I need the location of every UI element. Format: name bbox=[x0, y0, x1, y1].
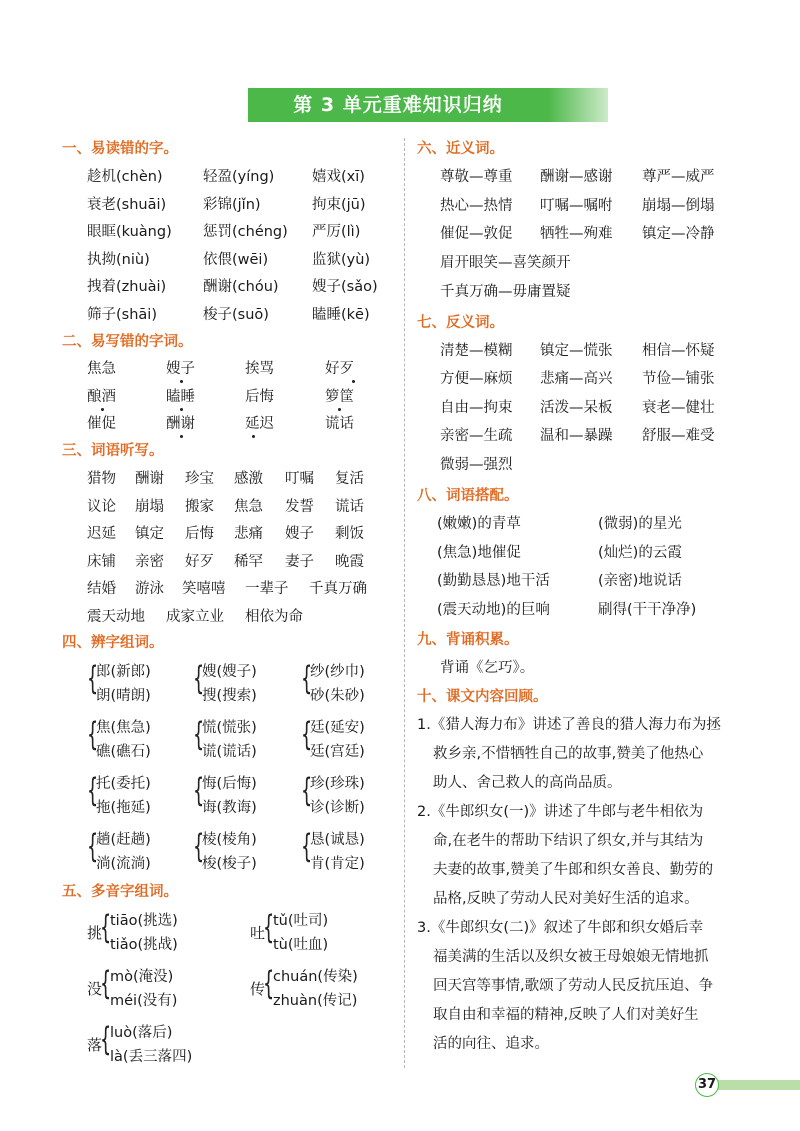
word: 朗(晴朗) bbox=[96, 688, 151, 704]
brace: { bbox=[193, 715, 205, 753]
word: 发誓 bbox=[285, 499, 314, 515]
word: 猎物 bbox=[87, 471, 116, 487]
section-title: 三、词语听写。 bbox=[62, 443, 164, 459]
word: 酬谢 bbox=[166, 416, 195, 432]
word: 廷(宫廷) bbox=[310, 744, 365, 760]
word-pair: 镇定—冷静 bbox=[642, 226, 715, 242]
word: 一辈子 bbox=[245, 581, 289, 597]
section-title: 六、近义词。 bbox=[417, 141, 504, 157]
word: 议论 bbox=[87, 499, 116, 515]
emphasis-dot bbox=[101, 408, 104, 411]
word: 梭(梭子) bbox=[202, 856, 257, 872]
word-pair: 微弱—强烈 bbox=[440, 457, 513, 473]
word: 谎话 bbox=[335, 499, 364, 515]
collocation: (勤勤恳恳)地干活 bbox=[437, 573, 550, 589]
word: 拽着(zhuài) bbox=[87, 279, 167, 295]
word: 瞌睡(kē) bbox=[312, 307, 370, 323]
emphasis-dot bbox=[252, 435, 255, 438]
word-pair: 亲密—生疏 bbox=[440, 428, 513, 444]
word: 复活 bbox=[335, 471, 364, 487]
summary-line: 2.《牛郎织女(一)》讲述了牛郎与老牛相依为 bbox=[417, 804, 704, 820]
page-title: 第 3 单元重难知识归纳 bbox=[293, 94, 503, 116]
word: 衰老(shuāi) bbox=[87, 197, 167, 213]
word-pair: 镇定—慌张 bbox=[540, 343, 613, 359]
section-title: 一、易读错的字。 bbox=[62, 141, 178, 157]
word: 惩罚(chéng) bbox=[203, 224, 288, 240]
word: 妻子 bbox=[285, 554, 314, 570]
word: 彩锦(jǐn) bbox=[203, 197, 261, 213]
section-title: 二、易写错的字词。 bbox=[62, 334, 193, 350]
reading: luò(落后) bbox=[110, 1025, 173, 1041]
word: 游泳 bbox=[135, 581, 164, 597]
word-pair: 崩塌—倒塌 bbox=[642, 198, 715, 214]
word: 恳(诚恳) bbox=[310, 832, 365, 848]
summary-line: 活的向往、追求。 bbox=[433, 1036, 549, 1052]
brace: { bbox=[301, 659, 313, 697]
brace: { bbox=[193, 659, 205, 697]
word-pair: 活泼—呆板 bbox=[540, 400, 613, 416]
word: 感激 bbox=[234, 471, 263, 487]
section-title: 七、反义词。 bbox=[417, 315, 504, 331]
word: 好歹 bbox=[325, 361, 354, 377]
word: 趁机(chèn) bbox=[87, 169, 163, 185]
word: 托(委托) bbox=[96, 776, 151, 792]
brace: { bbox=[100, 964, 112, 1002]
brace: { bbox=[100, 1020, 112, 1058]
reading: tiǎo(挑战) bbox=[110, 937, 178, 953]
word: 趟(赶趟) bbox=[96, 832, 151, 848]
summary-line: 取自由和幸福的精神,反映了人们对美好生 bbox=[433, 1007, 699, 1023]
word: 嬉戏(xī) bbox=[312, 169, 365, 185]
word-pair: 衰老—健壮 bbox=[642, 400, 715, 416]
word: 迟延 bbox=[87, 526, 116, 542]
section-title: 十、课文内容回顾。 bbox=[417, 689, 548, 705]
word: 拖(拖延) bbox=[96, 800, 151, 816]
word-pair: 尊敬—尊重 bbox=[440, 169, 513, 185]
word: 监狱(yù) bbox=[312, 252, 371, 268]
word: 箩筐 bbox=[325, 389, 354, 405]
brace: { bbox=[100, 908, 112, 946]
word: 焦急 bbox=[87, 361, 116, 377]
word: 酿酒 bbox=[87, 389, 116, 405]
brace: { bbox=[193, 771, 205, 809]
polyphone-char: 吐 bbox=[250, 924, 266, 942]
page-number-tab bbox=[695, 1073, 800, 1097]
word-pair: 尊严—威严 bbox=[642, 169, 715, 185]
word: 嫂(嫂子) bbox=[202, 664, 257, 680]
word: 砂(朱砂) bbox=[310, 688, 365, 704]
word: 千真万确 bbox=[309, 581, 367, 597]
word: 轻盈(yíng) bbox=[203, 169, 275, 185]
title-banner bbox=[248, 88, 608, 122]
reading: mò(淹没) bbox=[110, 969, 174, 985]
word: 依偎(wēi) bbox=[203, 252, 269, 268]
word: 挨骂 bbox=[245, 361, 274, 377]
word-pair: 牺牲—殉难 bbox=[540, 226, 613, 242]
word: 酬谢 bbox=[135, 471, 164, 487]
word: 珍宝 bbox=[185, 471, 214, 487]
brace: { bbox=[301, 715, 313, 753]
word: 成家立业 bbox=[166, 609, 224, 625]
collocation: 刷得(干干净净) bbox=[598, 602, 697, 618]
page-number: 37 bbox=[697, 1077, 717, 1092]
brace: { bbox=[87, 771, 99, 809]
word-pair: 千真万确—毋庸置疑 bbox=[440, 284, 571, 300]
word-pair: 叮嘱—嘱咐 bbox=[540, 198, 613, 214]
word: 肯(肯定) bbox=[310, 856, 365, 872]
word-pair: 热心—热情 bbox=[440, 198, 513, 214]
emphasis-dot bbox=[180, 380, 183, 383]
summary-line: 3.《牛郎织女(二)》叙述了牛郎和织女婚后幸 bbox=[417, 920, 704, 936]
word: 稀罕 bbox=[234, 554, 263, 570]
recitation-text: 背诵《乞巧》。 bbox=[440, 660, 535, 676]
word: 眼眶(kuàng) bbox=[87, 224, 172, 240]
word: 郎(新郎) bbox=[96, 664, 151, 680]
word: 珍(珍珠) bbox=[310, 776, 365, 792]
word-pair: 自由—拘束 bbox=[440, 400, 513, 416]
polyphone-char: 挑 bbox=[87, 924, 103, 942]
reading: méi(没有) bbox=[110, 993, 178, 1009]
word: 嫂子 bbox=[285, 526, 314, 542]
brace: { bbox=[87, 715, 99, 753]
word: 后悔 bbox=[245, 389, 274, 405]
word: 酬谢(chóu) bbox=[203, 279, 279, 295]
emphasis-dot bbox=[338, 408, 341, 411]
summary-line: 助人、舍己救人的高尚品质。 bbox=[433, 775, 622, 791]
word: 诲(教诲) bbox=[202, 800, 257, 816]
summary-line: 福美满的生活以及织女被王母娘娘无情地抓 bbox=[433, 949, 709, 965]
word: 震天动地 bbox=[87, 609, 145, 625]
word: 淌(流淌) bbox=[96, 856, 151, 872]
word: 瞌睡 bbox=[166, 389, 195, 405]
brace: { bbox=[301, 771, 313, 809]
collocation: (灿烂)的云霞 bbox=[598, 545, 682, 561]
word: 崩塌 bbox=[135, 499, 164, 515]
emphasis-dot bbox=[180, 435, 183, 438]
summary-line: 回天宫等事情,歌颂了劳动人民反抗压迫、争 bbox=[433, 978, 714, 994]
word-pair: 温和—暴躁 bbox=[540, 428, 613, 444]
word-pair: 清楚—模糊 bbox=[440, 343, 513, 359]
word: 悔(后悔) bbox=[202, 776, 257, 792]
word: 严厉(lì) bbox=[312, 224, 361, 240]
word: 慌(慌张) bbox=[202, 720, 257, 736]
word: 延迟 bbox=[245, 416, 274, 432]
word: 梭子(suō) bbox=[203, 307, 269, 323]
brace: { bbox=[87, 827, 99, 865]
word-pair: 眉开眼笑—喜笑颜开 bbox=[440, 255, 571, 271]
word: 嫂子 bbox=[166, 361, 195, 377]
title-bar-fade bbox=[548, 88, 608, 122]
word: 搬家 bbox=[185, 499, 214, 515]
brace: { bbox=[263, 964, 275, 1002]
word: 执拗(niù) bbox=[87, 252, 150, 268]
section-title: 四、辨字组词。 bbox=[62, 635, 164, 651]
word: 后悔 bbox=[185, 526, 214, 542]
collocation: (亲密)地说话 bbox=[598, 573, 682, 589]
word: 焦(焦急) bbox=[96, 720, 151, 736]
word: 悲痛 bbox=[234, 526, 263, 542]
section-title: 五、多音字组词。 bbox=[62, 884, 178, 900]
word-pair: 舒服—难受 bbox=[642, 428, 715, 444]
word: 诊(诊断) bbox=[310, 800, 365, 816]
emphasis-dot bbox=[180, 408, 183, 411]
polyphone-char: 没 bbox=[87, 980, 103, 998]
word-pair: 方便—麻烦 bbox=[440, 371, 513, 387]
summary-line: 救乡亲,不惜牺牲自己的故事,赞美了他热心 bbox=[433, 746, 704, 762]
word: 结婚 bbox=[87, 581, 116, 597]
word: 相依为命 bbox=[245, 609, 303, 625]
word-pair: 节俭—铺张 bbox=[642, 371, 715, 387]
summary-line: 品格,反映了劳动人民对美好生活的追求。 bbox=[433, 891, 699, 907]
brace: { bbox=[193, 827, 205, 865]
brace: { bbox=[263, 908, 275, 946]
word: 焦急 bbox=[234, 499, 263, 515]
column-divider bbox=[404, 138, 405, 1068]
collocation: (微弱)的星光 bbox=[598, 516, 682, 532]
word: 催促 bbox=[87, 416, 116, 432]
word: 镇定 bbox=[135, 526, 164, 542]
word: 纱(纱巾) bbox=[310, 664, 365, 680]
word: 筛子(shāi) bbox=[87, 307, 157, 323]
brace: { bbox=[87, 659, 99, 697]
polyphone-char: 传 bbox=[250, 980, 266, 998]
emphasis-dot bbox=[352, 380, 355, 383]
collocation: (嫩嫩)的青草 bbox=[437, 516, 521, 532]
reading: tù(吐血) bbox=[273, 937, 329, 953]
reading: là(丢三落四) bbox=[110, 1049, 193, 1065]
polyphone-char: 落 bbox=[87, 1036, 103, 1054]
word: 好歹 bbox=[185, 554, 214, 570]
word-pair: 酬谢—感谢 bbox=[540, 169, 613, 185]
word: 廷(延安) bbox=[310, 720, 365, 736]
reading: chuán(传染) bbox=[273, 969, 358, 985]
word: 拘束(jū) bbox=[312, 197, 366, 213]
word: 搜(搜索) bbox=[202, 688, 257, 704]
word: 亲密 bbox=[135, 554, 164, 570]
section-title: 九、背诵积累。 bbox=[417, 632, 519, 648]
collocation: (震天动地)的巨响 bbox=[437, 602, 550, 618]
word-pair: 悲痛—高兴 bbox=[540, 371, 613, 387]
word: 笑嘻嘻 bbox=[182, 581, 226, 597]
collocation: (焦急)地催促 bbox=[437, 545, 521, 561]
word: 谎(谎话) bbox=[202, 744, 257, 760]
word-pair: 相信—怀疑 bbox=[642, 343, 715, 359]
word: 床铺 bbox=[87, 554, 116, 570]
word: 剩饭 bbox=[335, 526, 364, 542]
brace: { bbox=[301, 827, 313, 865]
reading: tǔ(吐司) bbox=[273, 913, 329, 929]
summary-line: 1.《猎人海力布》讲述了善良的猎人海力布为拯 bbox=[417, 717, 721, 733]
summary-line: 命,在老牛的帮助下结识了织女,并与其结为 bbox=[433, 833, 704, 849]
word: 叮嘱 bbox=[285, 471, 314, 487]
word: 谎话 bbox=[325, 416, 354, 432]
word: 嫂子(sǎo) bbox=[312, 279, 378, 295]
summary-line: 夫妻的故事,赞美了牛郎和织女善良、勤劳的 bbox=[433, 862, 714, 878]
reading: zhuàn(传记) bbox=[273, 993, 358, 1009]
word: 礁(礁石) bbox=[96, 744, 151, 760]
page-number-bar bbox=[707, 1080, 800, 1090]
word: 棱(棱角) bbox=[202, 832, 257, 848]
word: 晚霞 bbox=[335, 554, 364, 570]
section-title: 八、词语搭配。 bbox=[417, 488, 519, 504]
word-pair: 催促—敦促 bbox=[440, 226, 513, 242]
reading: tiāo(挑选) bbox=[110, 913, 178, 929]
